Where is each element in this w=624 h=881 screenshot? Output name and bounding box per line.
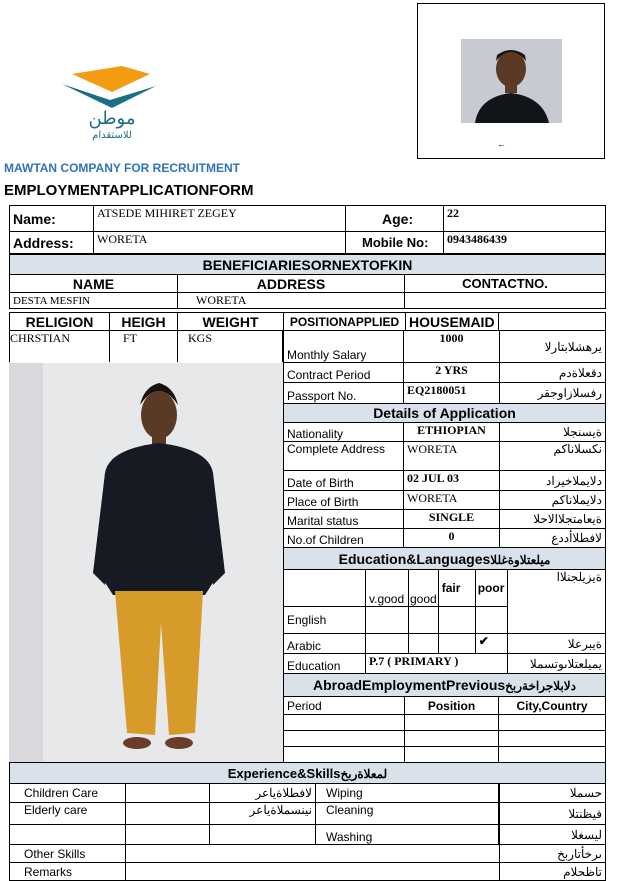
name-label: Name:	[10, 206, 94, 232]
marital-status-arabic-label: ةيعامتجلاالاحلا	[500, 510, 606, 529]
nationality-arabic-label: ةيسنجلا	[500, 423, 606, 442]
education-section-title	[284, 548, 606, 570]
salary-label: Monthly Salary	[284, 331, 404, 363]
col-fair: fair	[438, 570, 475, 607]
logo-arabic-subtext: للاستقدام	[92, 130, 132, 141]
address-label: Address:	[10, 232, 94, 254]
passport-value: EQ2180051	[404, 383, 500, 404]
english-label: English	[284, 607, 366, 634]
logo-arabic-text: موطن	[88, 108, 136, 129]
education-title-en: Education&Languages	[338, 550, 491, 567]
abroad-col-period: Period	[284, 697, 405, 715]
contract-period-value: 2 YRS	[404, 363, 500, 383]
divider	[109, 330, 110, 362]
kin-contact-value	[405, 293, 606, 309]
arabic-check: ✔	[475, 634, 507, 654]
details-table	[283, 403, 606, 548]
cleaning-arabic-label: فيظنتلا	[500, 803, 606, 825]
applicant-portrait-photo	[461, 39, 562, 123]
position-label: POSITIONAPPLIED	[284, 313, 406, 331]
kin-name-value: DESTA MESFIN	[10, 293, 178, 309]
kin-section-title: BENEFICIARIESORNEXTOFKIN	[10, 255, 606, 275]
personal-values-box	[9, 330, 283, 362]
complete-address-arabic-label: نكسلاناكم	[500, 442, 606, 471]
abroad-table	[283, 673, 606, 763]
photo-caption: ←	[497, 139, 506, 149]
marital-status-value: SINGLE	[404, 510, 500, 529]
kin-col-address: ADDRESS	[178, 275, 405, 293]
contract-table	[283, 330, 606, 404]
complete-address-value: WORETA	[404, 442, 500, 471]
passport-arabic-label: رفسلازاوجقر	[500, 383, 606, 404]
company-logo	[52, 62, 172, 142]
children-care-label: Children Care	[10, 784, 126, 803]
address-value: WORETA	[94, 232, 346, 254]
nationality-value: ETHIOPIAN	[404, 423, 500, 442]
skills-title-en: Experience&Skills	[227, 765, 341, 781]
other-skills-label: Other Skills	[10, 845, 126, 863]
form-title: EMPLOYMENTAPPLICATIONFORM	[4, 182, 254, 199]
salary-arabic-label: يرهشلابتارلا	[500, 331, 606, 363]
details-section-title: Details of Application	[284, 404, 606, 423]
weight-value: KGS	[188, 331, 213, 345]
mobile-value: 0943486439	[444, 232, 606, 254]
dob-arabic-label: دلايملاخيراد	[500, 471, 606, 491]
washing-label: Washing	[316, 825, 499, 845]
education-title-ar: ميلعتلاوةغللا	[490, 552, 551, 567]
abroad-title-ar: دلابلاجراخةربخ	[505, 679, 576, 693]
col-vgood: v.good	[366, 570, 409, 607]
personal-table	[9, 312, 606, 331]
divider	[177, 330, 178, 362]
remarks-label: Remarks	[10, 863, 126, 881]
age-label: Age:	[346, 206, 444, 232]
other-skills-arabic-label: ىرخأتاربخ	[500, 845, 606, 863]
place-of-birth-arabic-label: دلايملاناكم	[500, 491, 606, 510]
religion-label: RELIGION	[10, 313, 110, 331]
weight-label: WEIGHT	[178, 313, 284, 331]
mobile-label: Mobile No:	[346, 232, 444, 254]
applicant-full-photo	[9, 363, 283, 762]
education-arabic-label: يميلعتلاىوتسملا	[507, 654, 605, 674]
skills-section-title	[10, 763, 606, 784]
dob-label: Date of Birth	[284, 471, 404, 491]
kin-col-name: NAME	[10, 275, 178, 293]
education-table	[283, 547, 606, 674]
company-name: MAWTAN COMPANY FOR RECRUITMENT	[4, 161, 240, 175]
height-label: HEIGH	[110, 313, 178, 331]
kin-col-contact: CONTACTNO.	[405, 275, 606, 293]
abroad-section-title	[284, 674, 606, 697]
place-of-birth-value: WORETA	[404, 491, 500, 510]
passport-label: Passport No.	[284, 383, 404, 404]
complete-address-label: Complete Address	[284, 442, 404, 471]
abroad-title-en: AbroadEmploymentPrevious	[313, 677, 506, 693]
abroad-col-position: Position	[405, 697, 499, 715]
religion-value: CHRSTIAN	[10, 331, 71, 345]
age-value: 22	[444, 206, 606, 232]
english-arabic-label: ةيزيلجنلاا	[507, 570, 605, 634]
children-care-arabic-label: لافطلاةياعر	[210, 784, 316, 803]
nationality-label: Nationality	[284, 423, 404, 442]
elderly-care-label: Elderly care	[10, 803, 126, 825]
logo-orange-chevron	[72, 66, 150, 92]
children-value: 0	[404, 529, 500, 548]
dob-value: 02 JUL 03	[404, 471, 500, 491]
kin-table	[9, 254, 606, 309]
education-label: Education	[284, 654, 366, 674]
col-good: good	[409, 570, 439, 607]
elderly-care-arabic-label: نينسملاةياعر	[210, 803, 316, 825]
children-label: No.of Children	[284, 529, 404, 548]
children-arabic-label: لافطلاأددع	[500, 529, 606, 548]
col-poor: poor	[475, 570, 507, 607]
remarks-arabic-label: تاظحلام	[500, 863, 606, 881]
arabic-label: Arabic	[284, 634, 366, 654]
contract-period-arabic-label: دقعلاةدم	[500, 363, 606, 383]
wiping-arabic-label: حسملا	[500, 784, 606, 803]
skills-title-ar: لمعلاةربخ	[340, 766, 388, 781]
place-of-birth-label: Place of Birth	[284, 491, 404, 510]
abroad-col-city: City,Country	[499, 697, 606, 715]
position-value: HOUSEMAID	[406, 313, 499, 331]
marital-status-label: Marital status	[284, 510, 404, 529]
cleaning-label: Cleaning	[316, 803, 499, 825]
washing-arabic-label: ليسغلا	[500, 825, 606, 845]
name-value: ATSEDE MIHIRET ZEGEY	[94, 206, 346, 232]
contract-period-label: Contract Period	[284, 363, 404, 383]
salary-value: 1000	[404, 331, 500, 363]
skills-table	[9, 762, 606, 881]
kin-address-value: WORETA	[178, 293, 405, 309]
arabic-arabic-label: ةيبرعلا	[507, 634, 605, 654]
education-value: P.7 ( PRIMARY )	[366, 654, 508, 674]
applicant-table	[9, 205, 606, 254]
height-value: FT	[123, 331, 138, 345]
wiping-label: Wiping	[316, 784, 499, 803]
